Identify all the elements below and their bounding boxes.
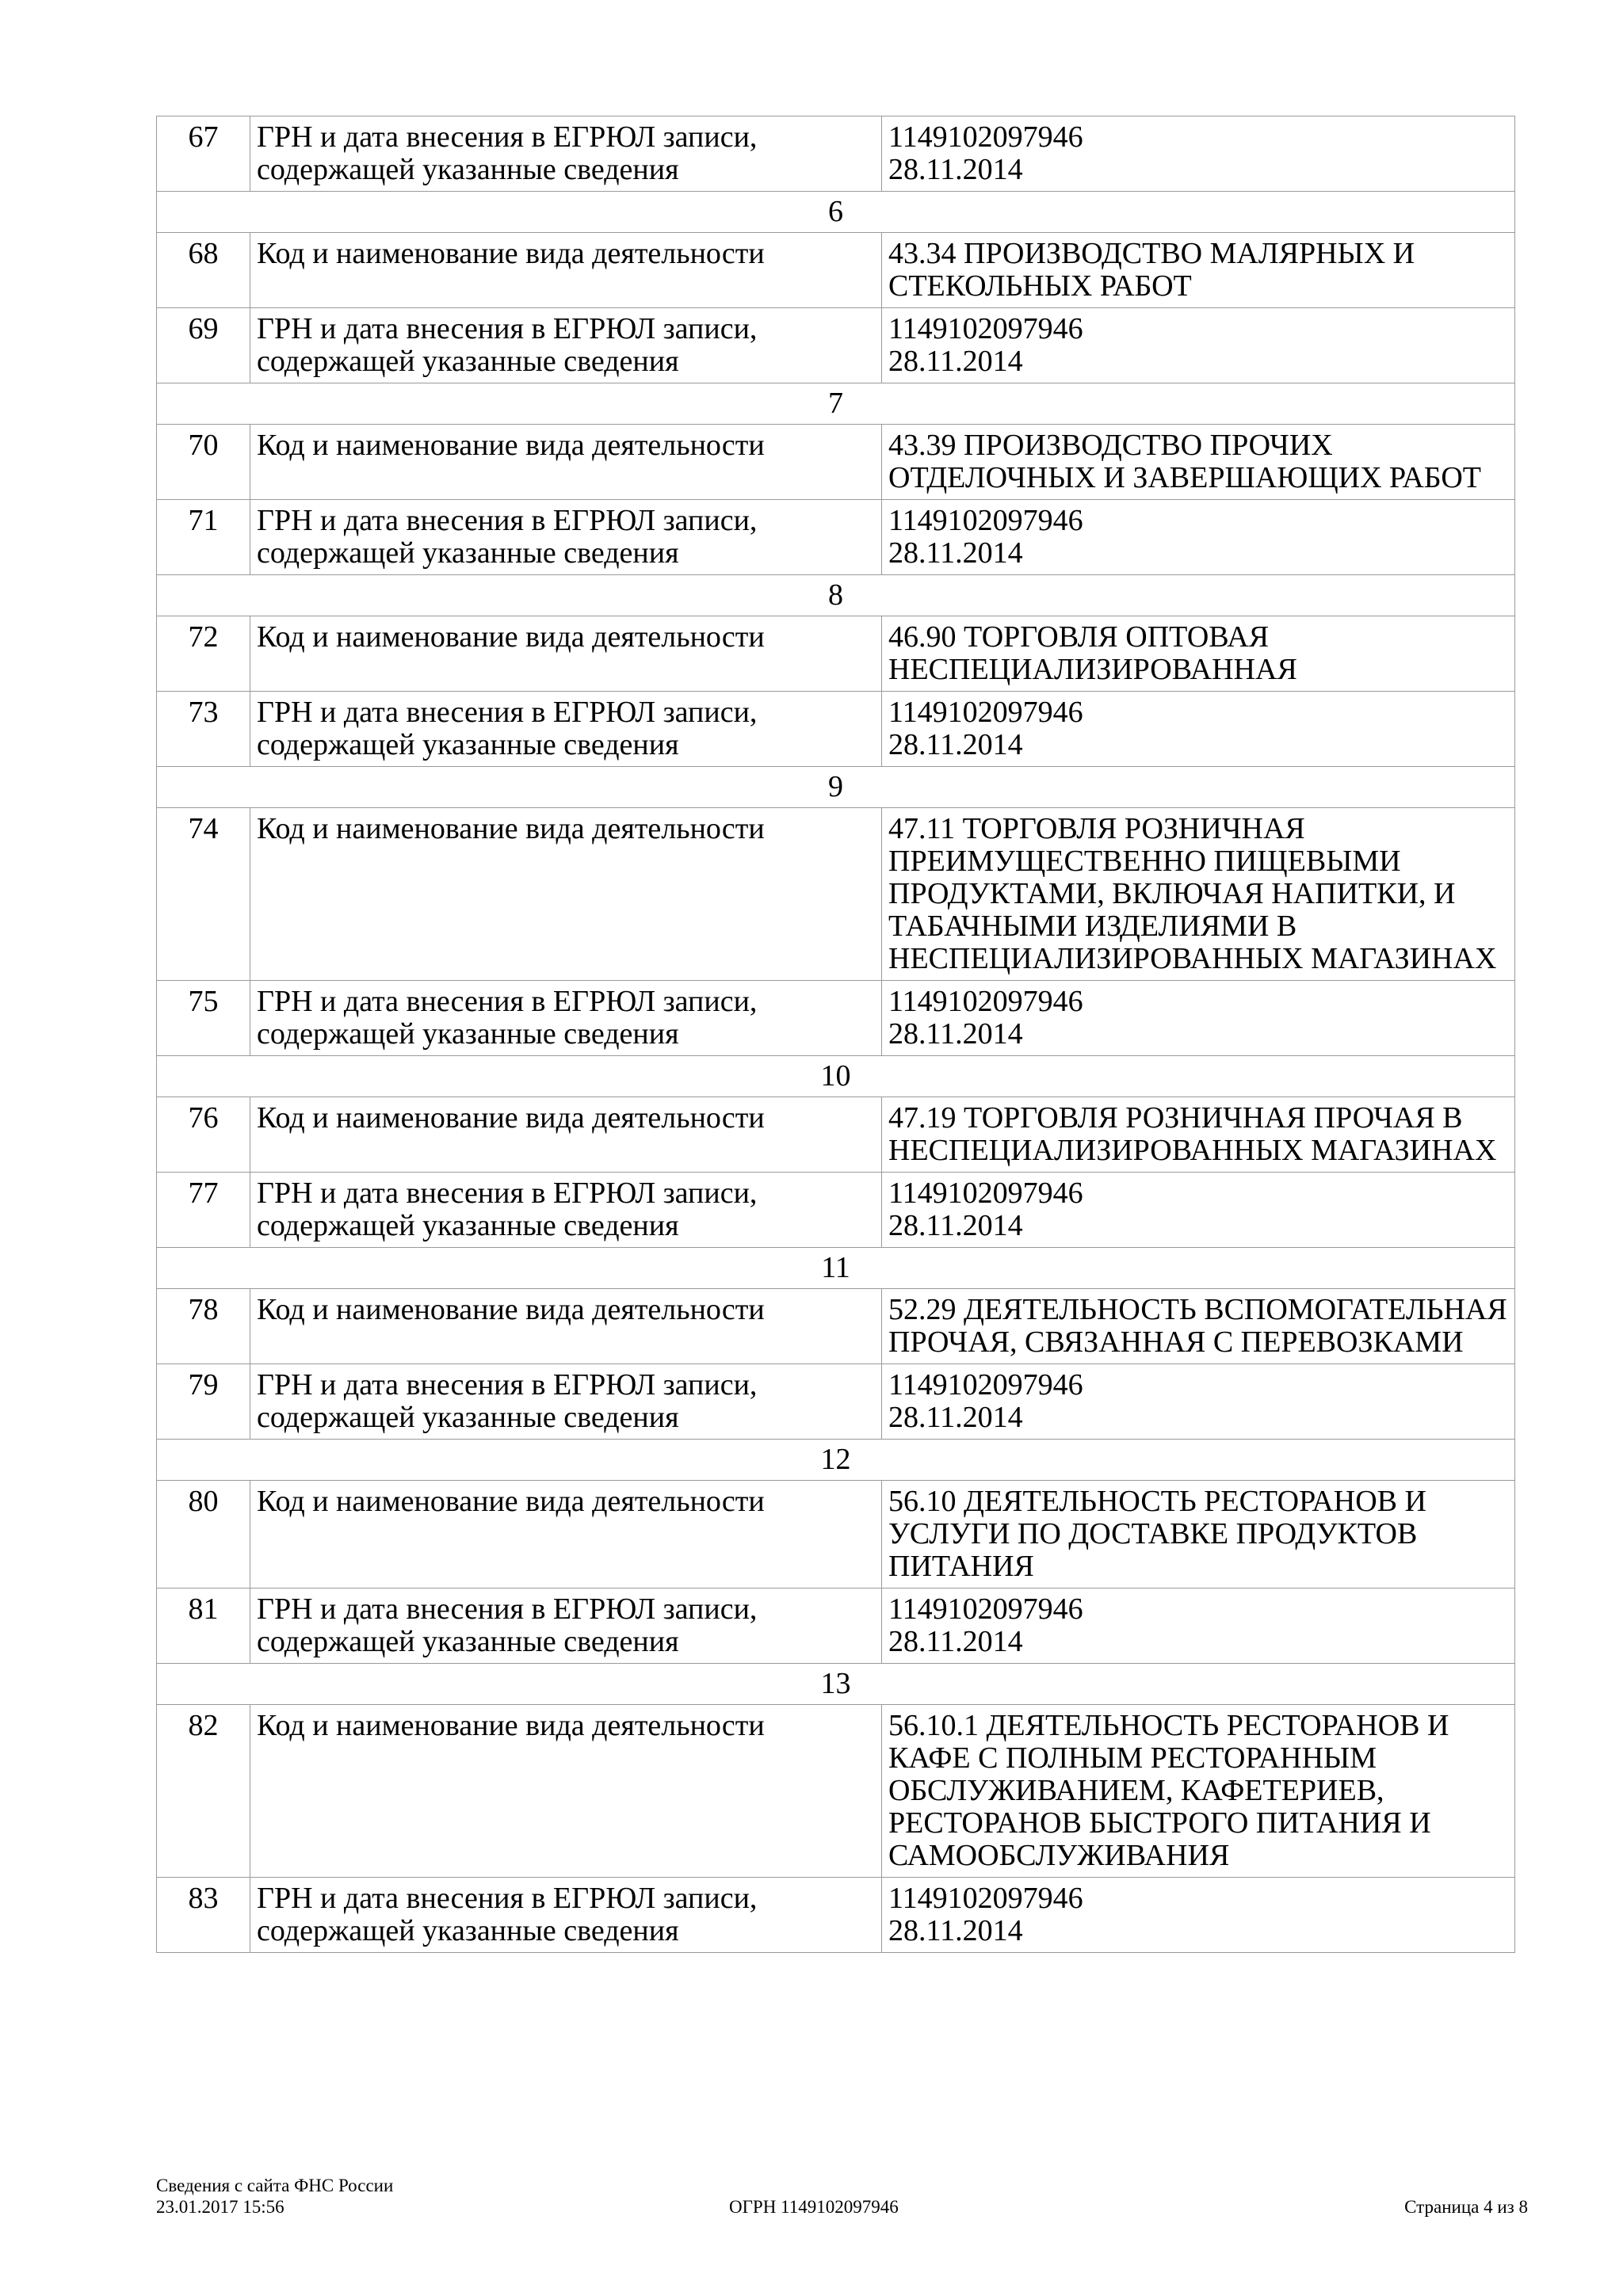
footer-source-block <box>156 2175 393 2218</box>
row-number: 75 <box>157 981 250 1056</box>
row-value: 47.19 ТОРГОВЛЯ РОЗНИЧНАЯ ПРОЧАЯ В НЕСПЕЦИАЛИЗИРОВАННЫХ МАГАЗИНАХ <box>882 1097 1515 1173</box>
row-label: ГРН и дата внесения в ЕГРЮЛ записи, содержащей указанные сведения <box>250 116 882 192</box>
row-value: 56.10.1 ДЕЯТЕЛЬНОСТЬ РЕСТОРАНОВ И КАФЕ С ПОЛНЫМ РЕСТОРАННЫМ ОБСЛУЖИВАНИЕМ, КАФЕТЕРИЕВ, РЕСТОРАНОВ БЫСТРОГО ПИТАНИЯ И САМООБСЛУЖИВАНИЯ <box>882 1705 1515 1878</box>
row-number: 69 <box>157 308 250 383</box>
table-row <box>157 1097 1515 1173</box>
row-number: 73 <box>157 692 250 767</box>
row-value: 1149102097946 28.11.2014 <box>882 692 1515 767</box>
row-label: ГРН и дата внесения в ЕГРЮЛ записи, содержащей указанные сведения <box>250 1364 882 1440</box>
row-number: 68 <box>157 233 250 308</box>
row-label: ГРН и дата внесения в ЕГРЮЛ записи, содержащей указанные сведения <box>250 1589 882 1664</box>
row-number: 79 <box>157 1364 250 1440</box>
row-value: 1149102097946 28.11.2014 <box>882 308 1515 383</box>
row-value: 1149102097946 28.11.2014 <box>882 500 1515 575</box>
table-row <box>157 808 1515 981</box>
row-label: ГРН и дата внесения в ЕГРЮЛ записи, содержащей указанные сведения <box>250 500 882 575</box>
row-label: Код и наименование вида деятельности <box>250 808 882 981</box>
group-number: 13 <box>157 1664 1515 1705</box>
table-row <box>157 692 1515 767</box>
row-value: 1149102097946 28.11.2014 <box>882 1878 1515 1953</box>
row-label: ГРН и дата внесения в ЕГРЮЛ записи, содержащей указанные сведения <box>250 981 882 1056</box>
group-header-row <box>157 575 1515 616</box>
group-header-row <box>157 383 1515 425</box>
footer-datetime: 23.01.2017 15:56 <box>156 2197 285 2217</box>
group-header-row <box>157 1056 1515 1097</box>
group-header-row <box>157 1248 1515 1289</box>
row-number: 74 <box>157 808 250 981</box>
table-row <box>157 308 1515 383</box>
row-number: 76 <box>157 1097 250 1173</box>
table-row <box>157 1878 1515 1953</box>
footer-source: Сведения с сайта ФНС России <box>156 2176 394 2195</box>
table-row <box>157 981 1515 1056</box>
row-label: Код и наименование вида деятельности <box>250 616 882 692</box>
group-number: 11 <box>157 1248 1515 1289</box>
row-value: 1149102097946 28.11.2014 <box>882 116 1515 192</box>
row-number: 81 <box>157 1589 250 1664</box>
group-number: 12 <box>157 1440 1515 1481</box>
footer-page-number: Страница 4 из 8 <box>1404 2197 1528 2217</box>
row-label: ГРН и дата внесения в ЕГРЮЛ записи, содержащей указанные сведения <box>250 308 882 383</box>
row-number: 83 <box>157 1878 250 1953</box>
table-row <box>157 1705 1515 1878</box>
table-row <box>157 616 1515 692</box>
row-value: 1149102097946 28.11.2014 <box>882 1173 1515 1248</box>
group-header-row <box>157 767 1515 808</box>
group-number: 10 <box>157 1056 1515 1097</box>
row-label: Код и наименование вида деятельности <box>250 1705 882 1878</box>
row-label: Код и наименование вида деятельности <box>250 233 882 308</box>
table-row <box>157 425 1515 500</box>
table-row <box>157 1364 1515 1440</box>
row-value: 1149102097946 28.11.2014 <box>882 981 1515 1056</box>
table-row <box>157 1481 1515 1589</box>
row-label: Код и наименование вида деятельности <box>250 1289 882 1364</box>
row-label: ГРН и дата внесения в ЕГРЮЛ записи, содержащей указанные сведения <box>250 1878 882 1953</box>
row-value: 47.11 ТОРГОВЛЯ РОЗНИЧНАЯ ПРЕИМУЩЕСТВЕННО ПИЩЕВЫМИ ПРОДУКТАМИ, ВКЛЮЧАЯ НАПИТКИ, И ТАБАЧНЫМИ ИЗДЕЛИЯМИ В НЕСПЕЦИАЛИЗИРОВАННЫХ МАГАЗИНАХ <box>882 808 1515 981</box>
table-row <box>157 233 1515 308</box>
row-value: 1149102097946 28.11.2014 <box>882 1364 1515 1440</box>
egrul-activities-table <box>156 116 1515 1953</box>
footer-ogrn: ОГРН 1149102097946 <box>729 2197 899 2217</box>
group-number: 6 <box>157 192 1515 233</box>
row-number: 72 <box>157 616 250 692</box>
row-number: 82 <box>157 1705 250 1878</box>
group-number: 9 <box>157 767 1515 808</box>
row-number: 67 <box>157 116 250 192</box>
row-value: 43.39 ПРОИЗВОДСТВО ПРОЧИХ ОТДЕЛОЧНЫХ И ЗАВЕРШАЮЩИХ РАБОТ <box>882 425 1515 500</box>
row-number: 80 <box>157 1481 250 1589</box>
group-header-row <box>157 192 1515 233</box>
table-row <box>157 116 1515 192</box>
row-label: Код и наименование вида деятельности <box>250 1097 882 1173</box>
group-number: 8 <box>157 575 1515 616</box>
row-value: 52.29 ДЕЯТЕЛЬНОСТЬ ВСПОМОГАТЕЛЬНАЯ ПРОЧАЯ, СВЯЗАННАЯ С ПЕРЕВОЗКАМИ <box>882 1289 1515 1364</box>
row-value: 46.90 ТОРГОВЛЯ ОПТОВАЯ НЕСПЕЦИАЛИЗИРОВАННАЯ <box>882 616 1515 692</box>
row-number: 78 <box>157 1289 250 1364</box>
table-row <box>157 1289 1515 1364</box>
group-header-row <box>157 1440 1515 1481</box>
row-label: Код и наименование вида деятельности <box>250 425 882 500</box>
row-label: ГРН и дата внесения в ЕГРЮЛ записи, содержащей указанные сведения <box>250 692 882 767</box>
table-row <box>157 500 1515 575</box>
row-number: 71 <box>157 500 250 575</box>
group-number: 7 <box>157 383 1515 425</box>
row-value: 1149102097946 28.11.2014 <box>882 1589 1515 1664</box>
table-row <box>157 1173 1515 1248</box>
row-value: 56.10 ДЕЯТЕЛЬНОСТЬ РЕСТОРАНОВ И УСЛУГИ ПО ДОСТАВКЕ ПРОДУКТОВ ПИТАНИЯ <box>882 1481 1515 1589</box>
row-number: 77 <box>157 1173 250 1248</box>
row-label: ГРН и дата внесения в ЕГРЮЛ записи, содержащей указанные сведения <box>250 1173 882 1248</box>
group-header-row <box>157 1664 1515 1705</box>
row-value: 43.34 ПРОИЗВОДСТВО МАЛЯРНЫХ И СТЕКОЛЬНЫХ РАБОТ <box>882 233 1515 308</box>
row-number: 70 <box>157 425 250 500</box>
row-label: Код и наименование вида деятельности <box>250 1481 882 1589</box>
table-row <box>157 1589 1515 1664</box>
